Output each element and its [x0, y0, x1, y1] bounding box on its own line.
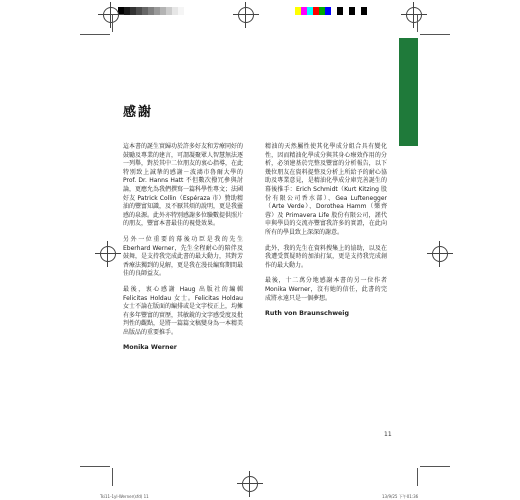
- page-title: 感謝: [123, 105, 154, 120]
- page-number: 11: [384, 431, 392, 438]
- crop-mark-bottom-left-h: [80, 466, 110, 467]
- paragraph: 精油的天然屬性使其化學成分組合具有變化性，因而精油化學成分與其身心療效作用的分析，必須建基於完整及豐富的分析報告，以下幾位朋友在資料提整及分析上所給予的耐心協助及專業意見，是精油化學成分庫完善誕生的幕後推手：Erich Schmidt（Kurt Kitzing 股份有限公司香水部）、Gea Luftenegger（Arte Verde）、Dorothea Hamm（樂齊蓉）及 Primavera Life 股份有限公司，謹代申與學員的交流亦豐富我許多的實證，在此向所有的學員致上深深的謝意。: [265, 143, 387, 236]
- registration-mark-top-center: [238, 7, 254, 23]
- author-signature: Ruth von Braunschweig: [265, 310, 349, 318]
- crop-mark-top-left-h: [80, 34, 110, 35]
- color-calibration-bar-color: [295, 7, 367, 15]
- paragraph: 另外一位重要的幕後功臣是我的先生 Eberhard Werner，先生全程耐心的陪伴及鼓舞，是支持我完成此書的最大動力，其對芳香療法獨到的見解，更是我在漫長編寫期間最佳的良師益友。: [123, 235, 244, 278]
- crop-mark-bottom-right-v: [417, 468, 418, 486]
- print-slug-right: 13/9/25 下午01:36: [382, 494, 419, 499]
- chapter-tab: [399, 38, 418, 146]
- registration-mark-top-left: [103, 7, 119, 23]
- crop-mark-bottom-left-v: [112, 468, 113, 486]
- color-swatch: [361, 7, 367, 15]
- paragraph: 最後，十二萬分地感謝本書的另一位作者 Monika Werner，沒有她的信任，此書的完成將永遠只是一個夢想。: [265, 277, 387, 302]
- registration-mark-bottom-center: [242, 476, 258, 492]
- crop-mark-top-right-v: [417, 14, 418, 32]
- crop-mark-bottom-right-h: [420, 466, 450, 467]
- text-column-left: [123, 143, 243, 353]
- registration-mark-right: [432, 246, 448, 262]
- gray-swatch: [184, 7, 190, 15]
- paragraph: 此外，我的先生在資料搜集上的協助，以及在我遭受質疑時的加油打氣，更是支持我完成創作的最大動力。: [265, 244, 387, 269]
- paragraph: 最後，衷心感謝 Haug 出版社的編輯 Felicitas Holdau 女士。Felicitas Holdau 女士不論在版面的編排或是文字校正上，均擁有多年豐富的實歷，其敏銳的文字感受度及批判性的觀點，是將一篇篇文稿變身為一本精美出版品的重要推手。: [123, 285, 244, 336]
- text-column-right: [265, 143, 387, 319]
- registration-mark-left: [100, 246, 116, 262]
- paragraph: 這本書的誕生實歸功於許多好友和芳療同好的鼓勵及專業的建言，可謂凝聚眾人智慧無法逐一列舉，對於其中二位朋友的衷心指導，在此特別致上誠摯的感謝－波鴻市魯爾大學的 Prof. Dr. Hanns Hatt 不但數次撥冗參與討論，更應允為我們撰寫一篇科學性專文；法國好友 Patrick Collin（Espéraza 市）贊助精油的豐富知識，及不厭其煩的說明，更是我靈感的泉源。此外亦特別感謝多位驗數提供照片的朋友，豐富本書最佳的視覺效果。: [123, 143, 244, 228]
- print-slug-left: Tsi11-1yl-Werner(sfd) 11: [100, 494, 149, 499]
- color-calibration-bar-grayscale: [118, 7, 190, 15]
- crop-mark-top-right-h: [420, 34, 450, 35]
- crop-mark-top-left-v: [112, 14, 113, 32]
- author-signature: Monika Werner: [123, 344, 177, 352]
- registration-mark-top-right: [406, 7, 422, 23]
